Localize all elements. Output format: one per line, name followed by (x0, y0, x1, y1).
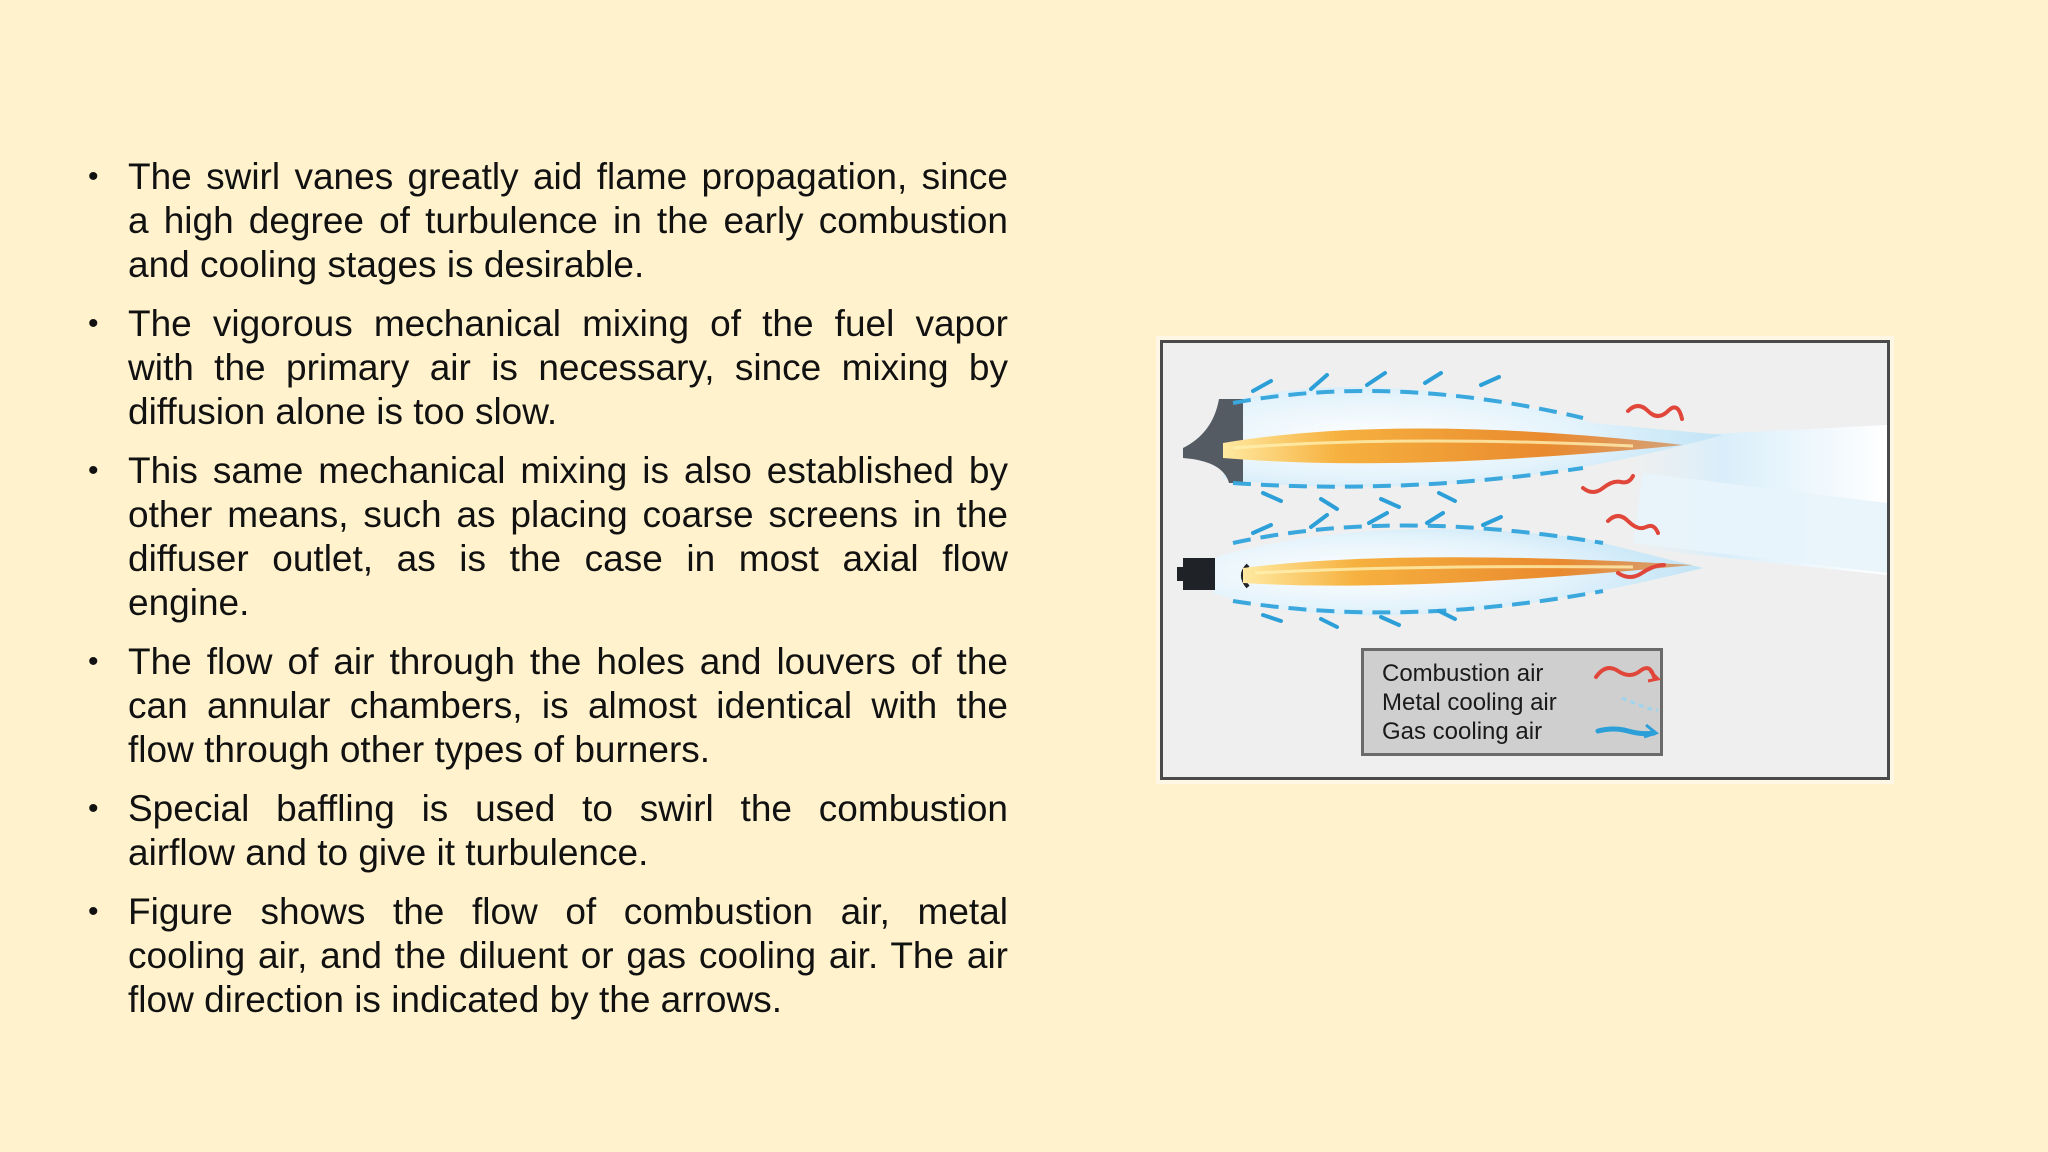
legend-label-gas-cooling-air: Gas cooling air (1382, 718, 1543, 745)
legend-label-combustion-air: Combustion air (1382, 660, 1544, 687)
bullet-text: The flow of air through the holes and louvers of the can annular chambers, is almost identical with the flow through other types of burners. (128, 641, 1008, 770)
bullet-item (88, 640, 1008, 772)
bullet-text: Special baffling is used to swirl the combustion airflow and to give it turbulence. (128, 788, 1008, 873)
bullet-marker: • (88, 307, 99, 340)
legend-row-combustion-air (1382, 659, 1660, 688)
red-wave-arrow-icon (1592, 661, 1662, 685)
lower-combustion-liner (1177, 513, 1703, 627)
bullet-marker: • (88, 160, 99, 193)
legend-row-gas-cooling-air (1382, 717, 1660, 746)
blue-arrow-icon (1592, 719, 1662, 743)
legend-row-metal-cooling-air (1382, 688, 1660, 717)
bullet-item (88, 155, 1008, 287)
bullet-list (88, 155, 1008, 1037)
bullet-item (88, 302, 1008, 434)
bullet-marker: • (88, 454, 99, 487)
bullet-item (88, 449, 1008, 625)
bullet-text: The vigorous mechanical mixing of the fuel vapor with the primary air is necessary, since mixing by diffusion alone is too slow. (128, 303, 1008, 432)
legend-label-metal-cooling-air: Metal cooling air (1382, 689, 1557, 716)
bullet-item (88, 787, 1008, 875)
bullet-text: This same mechanical mixing is also established by other means, such as placing coarse screens in the diffuser outlet, as is the case in most axial flow engine. (128, 450, 1008, 623)
bullet-marker: • (88, 792, 99, 825)
bullet-marker: • (88, 645, 99, 678)
bullet-marker: • (88, 895, 99, 928)
light-blue-dashed-arrow-icon (1592, 690, 1662, 714)
bullet-text: The swirl vanes greatly aid flame propagation, since a high degree of turbulence in the early combustion and cooling stages is desirable. (128, 156, 1008, 285)
bullet-text: Figure shows the flow of combustion air, metal cooling air, and the diluent or gas cooling air. The air flow direction is indicated by the arrows. (128, 891, 1008, 1020)
combustion-airflow-figure (1160, 340, 1890, 780)
figure-legend (1361, 648, 1663, 756)
bullet-item (88, 890, 1008, 1022)
